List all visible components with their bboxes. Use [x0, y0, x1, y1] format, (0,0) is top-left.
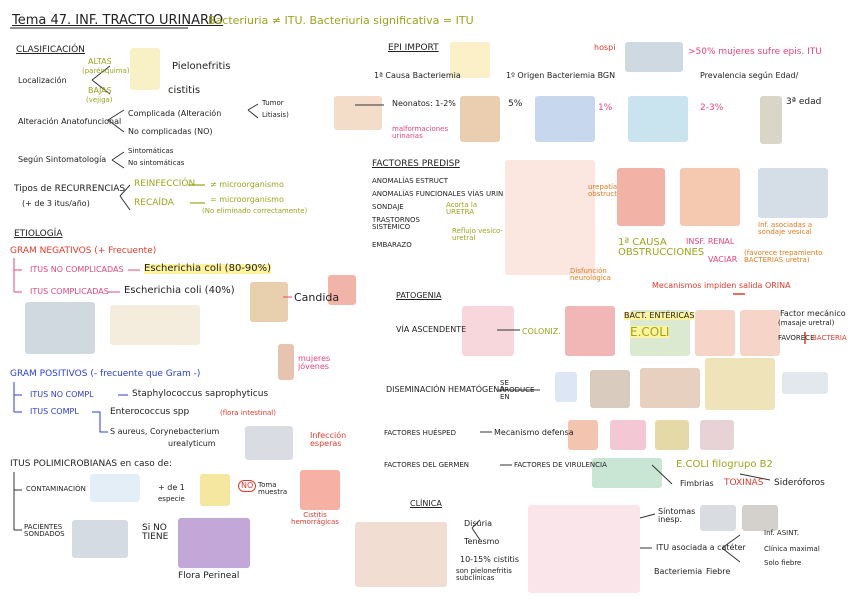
patogenia-heading: PATOGENIA	[396, 291, 442, 300]
mecanismos-label: Mecanismos impiden salida ORINA	[652, 281, 791, 290]
malformaciones-label: malformaciones urinarias	[392, 125, 449, 140]
candida-label: Candida	[294, 291, 340, 304]
factor-item-4: EMBARAZO	[372, 241, 412, 249]
fiebre-label: Fiebre	[706, 567, 731, 576]
localizacion-label: Localización	[18, 76, 67, 85]
factores-heading: FACTORES PREDISP	[372, 159, 460, 169]
gram-pos-label: GRAM POSITIVOS (- frecuente que Gram -)	[10, 369, 201, 379]
solo-fiebre-label: Solo fiebre	[764, 559, 802, 567]
especie-label: especie	[158, 495, 185, 503]
factor-item-1: ANOMALÍAS FUNCIONALES VÍAS URIN	[372, 190, 504, 198]
gram-neg-label: GRAM NEGATIVOS (+ Frecuente)	[10, 246, 157, 256]
contaminacion-label: CONTAMINACIÓN	[26, 485, 86, 493]
flora-intestinal-label: (flora intestinal)	[220, 409, 276, 417]
urepatia-label: urepatía obstruct	[588, 183, 618, 198]
factores-germen-label: FACTORES DEL GERMEN	[384, 461, 470, 469]
clinica-maximal-label: Clínica maximal	[764, 545, 820, 553]
via-ascendente-label: VÍA ASCENDENTE	[396, 325, 467, 334]
ecoli-80-label: Escherichia coli (80-90%)	[144, 263, 272, 274]
itu-cateter-label: ITU asociada a catéter	[656, 543, 746, 552]
pielonefritis-subclinicas: son pielonefritis subclínicas	[456, 567, 512, 582]
prevalencia-edad: Prevalencia según Edad/	[700, 71, 799, 80]
sintomaticas-label: Sintomáticas	[128, 147, 174, 155]
fimbrias-label: Fimbrias	[680, 479, 714, 488]
edad3-label: 3ª edad	[786, 97, 822, 107]
reinfeccion-label: REINFECCIÓN	[134, 179, 196, 189]
itus-no-compl-label: ITUS NO COMPLICADAS	[30, 265, 124, 274]
recaida-label: RECAÍDA	[134, 198, 174, 208]
disuria-label: Disuria	[464, 519, 493, 528]
toma-muestra-label: Toma muestra	[258, 481, 288, 496]
vaciar-label: VACIAR	[708, 255, 738, 264]
no-sintomaticas-label: No sintomáticas	[128, 159, 185, 167]
inf-asint-label: Inf. ASINT.	[764, 529, 800, 537]
acorta-uretra-label: Acorta la URETRA	[446, 201, 478, 216]
causa-bacteriemia: 1ª Causa Bacteriemia	[374, 71, 461, 80]
pct-1-label: 1%	[598, 103, 613, 113]
ecoli-filogrupo-label: E.COLI filogrupo B2	[676, 459, 773, 470]
pct-23-label: 2-3%	[700, 103, 724, 113]
clinica-heading: CLÍNICA	[410, 499, 442, 508]
urealyticum-label: urealyticum	[168, 439, 216, 448]
factor-item-3: TRASTORNOS SISTÉMICO	[372, 216, 420, 231]
cistitis-hem-label: Cistitis hemorrágicas	[291, 511, 339, 526]
diseminacion-label: DISEMINACIÓN HEMATÓGENA	[386, 385, 505, 394]
factores-virulencia-label: FACTORES DE VIRULENCIA	[514, 461, 607, 469]
masaje-label: (masaje uretral)	[778, 319, 835, 327]
inf-sondaje-label: Inf. asociadas a sondaje vesical	[758, 221, 813, 236]
pielonefritis-label: Pielonefritis	[172, 61, 231, 72]
itus-compl-label: ITUS COMPLICADAS	[30, 287, 109, 296]
sintomas-inesp-label: Síntomas inesp.	[658, 507, 696, 524]
no-complicada-label: No complicadas (NO)	[128, 127, 213, 136]
mujeres-jovenes-label: mujeres jóvenes	[298, 354, 331, 371]
alteracion-label: Alteración Anatofuncional	[18, 117, 122, 126]
si-no-tiene-label: Si NO TIENE	[142, 523, 169, 542]
epi-heading: EPI IMPORT	[388, 43, 439, 53]
cistitis-label: cistitis	[168, 85, 201, 96]
bajas-label: BAJAS	[88, 86, 112, 95]
bacteria-label: BACTERIA	[812, 334, 847, 342]
bajas-sub: (vejiga)	[86, 96, 113, 104]
no-badge: NO	[238, 480, 256, 492]
reflujo-label: Reflujo vesico-uretral	[452, 227, 503, 242]
mas-1-label: + de 1	[158, 483, 185, 492]
saureus-label: S aureus, Corynebacterium	[110, 427, 220, 436]
pct-5-label: 5%	[508, 99, 523, 109]
mecanismo-defensa-label: Mecanismo defensa	[494, 428, 574, 437]
recurrencias-label: Tipos de RECURRENCIAS	[14, 184, 126, 194]
recurrencias-sub: (+ de 3 itus/año)	[22, 199, 90, 208]
altas-label: ALTAS	[88, 57, 112, 66]
page-title: Tema 47. INF. TRACTO URINARIO	[12, 13, 224, 28]
bact-entericas-label: BACT. ENTÉRICAS	[624, 311, 695, 320]
polimicro-label: ITUS POLIMICROBIANAS en caso de:	[10, 459, 172, 469]
itus-no-compl-pos: ITUS NO COMPL	[30, 390, 94, 399]
hospi-label: hospi	[594, 43, 616, 52]
tumor-label: Tumor	[262, 99, 284, 107]
litiasis-label: Litiasis)	[262, 111, 289, 119]
factor-mecanico-label: Factor mecánico	[780, 309, 846, 318]
origen-bacteriemia: 1º Origen Bacteriemia BGN	[506, 71, 616, 80]
se-produce-label: SE PRODUCE EN	[500, 379, 535, 401]
page-subtitle: Bacteriuria ≠ ITU. Bacteriuria significativa = ITU	[208, 14, 474, 27]
complicada-label: Complicada (Alteración	[128, 109, 222, 118]
factor-item-0: ANOMALÍAS ESTRUCT	[372, 177, 449, 185]
factores-huesped-label: FACTORES HUÉSPED	[384, 429, 456, 437]
ecoli-40-label: Escherichia coli (40%)	[124, 285, 235, 296]
sideroforos-label: Sideróforos	[774, 478, 825, 488]
disfuncion-label: Disfunción neurológica	[570, 267, 611, 282]
neonatos-label: Neonatos: 1-2%	[392, 99, 456, 108]
itus-compl-pos: ITUS COMPL	[30, 407, 79, 416]
colonizacion-label: COLONIZ.	[522, 327, 561, 336]
etiologia-heading: ETIOLOGÍA	[14, 229, 63, 239]
bacteriemia-label: Bacteriemia	[654, 567, 703, 576]
sintomatologia-label: Según Sintomatología	[18, 155, 107, 164]
enterococcus-label: Enterococcus spp	[110, 407, 190, 417]
pacientes-sondados-label: PACIENTES SONDADOS	[24, 523, 65, 538]
flora-perineal-label: Flora Perineal	[178, 571, 240, 581]
favorece-label: FAVORECE	[778, 334, 815, 342]
prevalencia-mujeres: >50% mujeres sufre epis. ITU	[688, 47, 822, 57]
factor-item-2: SONDAJE	[372, 203, 404, 211]
staph-label: Staphylococcus saprophyticus	[132, 389, 269, 399]
infeccion-esperas-label: Infección esperas	[310, 431, 347, 448]
tenesmo-label: Tenesmo	[464, 537, 500, 546]
insf-renal-label: INSF. RENAL	[686, 237, 735, 246]
toxinas-label: TOXINAS	[724, 478, 764, 488]
recaida-value: = microorganismo	[210, 195, 284, 204]
pct-cistitis-label: 10-15% cistitis	[460, 555, 520, 564]
causa-obstrucciones-label: 1ª CAUSA OBSTRUCCIONES	[618, 237, 705, 258]
clasificacion-heading: CLASIFICACIÓN	[16, 45, 85, 55]
ecoli-label: E.COLI	[630, 325, 670, 339]
altas-sub: (parénquima)	[82, 67, 130, 75]
inf-sondaje-sub: (favorece trepamiento BACTERIAS uretra)	[744, 249, 823, 264]
recaida-sub: (No eliminado correctamente)	[202, 207, 308, 215]
reinfeccion-value: ≠ microorganismo	[210, 180, 284, 189]
